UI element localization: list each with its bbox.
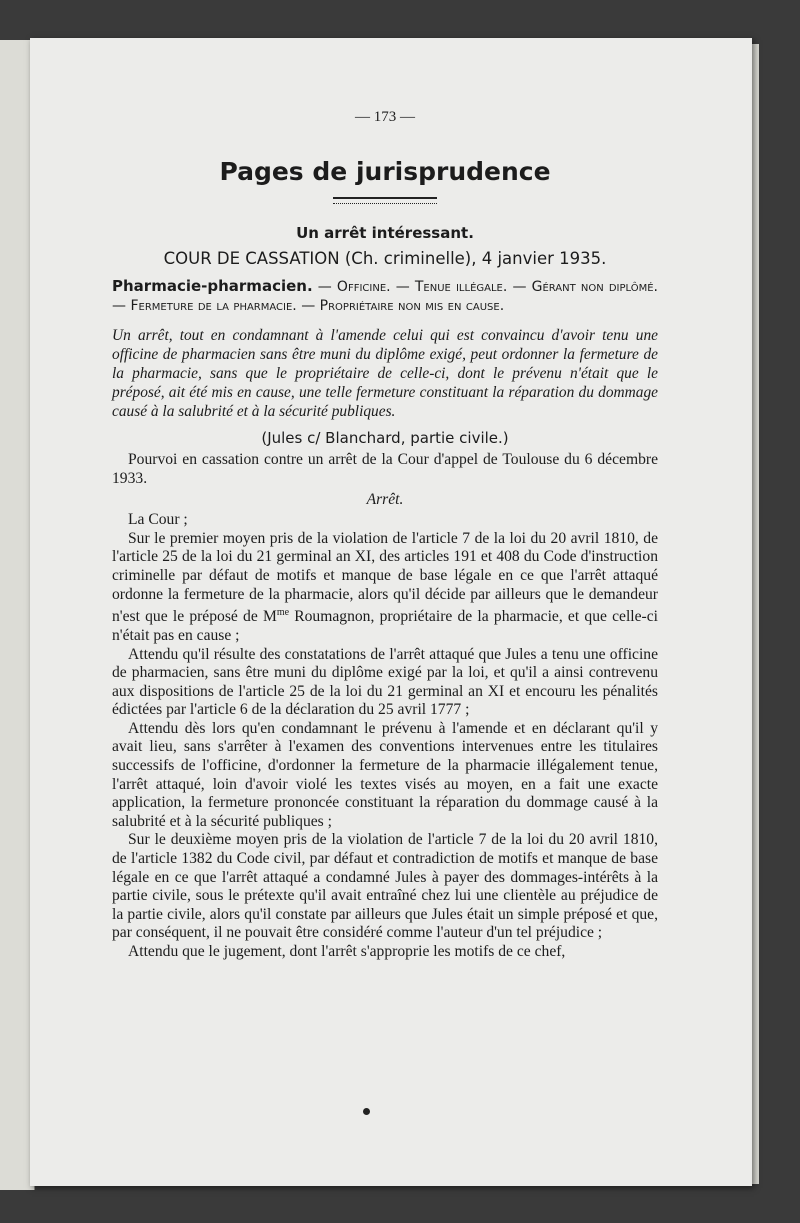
court-line: COUR DE CASSATION (Ch. criminelle), 4 janvier 1935. bbox=[163, 249, 607, 269]
footer-ornament bbox=[363, 1108, 370, 1115]
abstract-paragraph: Un arrêt, tout en condamnant à l'amende celui qui est convaincu d'avoir tenu une officine de pharmacien sans être muni du diplôme exigé, peut ordonner la fermeture de la pharmacie, sans que le propriétaire de celle-ci, dont le prévenu n'était que le préposé, ait été mis en cause, une telle fermeture constituant la réparation du dommage causé à la salubrité et à la sécurité publiques. bbox=[112, 326, 658, 420]
arret-heading: Arrêt. bbox=[366, 490, 404, 508]
summary-rest: — Officine. — Tenue illégale. — Gérant non diplômé. — Fermeture de la pharmacie. — Propriétaire non mis en cause. bbox=[112, 278, 658, 314]
page-content bbox=[112, 108, 658, 962]
parties-line: (Jules c/ Blanchard, partie civile.) bbox=[261, 428, 509, 447]
intro-paragraph: Pourvoi en cassation contre un arrêt de la Cour d'appel de Toulouse du 6 décembre 1933. bbox=[112, 451, 658, 487]
paragraph-1-end: Roumagnon, propriétaire de la pharmacie, et que celle-ci n'était pas en cause ; bbox=[112, 608, 658, 644]
paragraph-2: Attendu qu'il résulte des constatations de l'arrêt attaqué que Jules a tenu une officine de pharmacien, sans être muni du diplôme exigé par la loi, et qu'il a ainsi contrevenu aux dispositions de l'article 25 de la loi du 21 germinal an XI et encouru les pénalités édictées par l'article 6 de la déclaration du 25 avril 1777 ; bbox=[112, 645, 658, 719]
paragraph-4: Sur le deuxième moyen pris de la violation de l'article 7 de la loi du 20 avril 1810, de l'article 1382 du Code civil, par défaut et contradiction de motifs et manque de base légale en ce que l'arrêt attaqué a condamné Jules à payer des dommages-intérêts à la partie civile, sous le prétexte qu'il avait entraîné chez lui une clientèle au préjudice de la partie civile, alors qu'il constate par ailleurs que Jules était un simple préposé et que, par conséquent, il ne pouvait être considéré comme l'auteur d'un tel préjudice ; bbox=[112, 831, 658, 942]
paragraph-5: Attendu que le jugement, dont l'arrêt s'approprie les motifs de ce chef, bbox=[128, 943, 566, 960]
la-cour-line: La Cour ; bbox=[128, 511, 188, 529]
paragraph-3: Attendu dès lors qu'en condamnant le prévenu à l'amende et en déclarant qu'il y avait lieu, sans s'arrêter à l'examen des conventions intervenues entre les titulaires successifs de l'officine, d'ordonner la fermeture de la pharmacie illégalement tenue, l'arrêt attaqué, loin d'avoir violé les textes visés au moyen, en a fait une exacte application, la fermeture prononcée constituant la réparation du dommage causé à la salubrité et à la sécurité publiques ; bbox=[112, 719, 658, 830]
article-subtitle: Un arrêt intéressant. bbox=[296, 223, 474, 242]
page-title: Pages de jurisprudence bbox=[219, 156, 551, 186]
title-rule bbox=[333, 197, 437, 204]
page-number: — 173 — bbox=[355, 109, 415, 125]
summary-keywords bbox=[112, 277, 658, 316]
paragraph-1-text: Sur le premier moyen pris de la violation de l'article 7 de la loi du 20 avril 1810, de l'article 25 de la loi du 21 germinal an XI, des articles 191 et 408 du Code d'instruction criminelle par défaut de motifs et manque de base légale en ce que l'arrêt attaqué ordonne la fermeture de la pharmacie, alors qu'il décide par ailleurs que le demandeur n'est que le préposé de M bbox=[112, 529, 658, 626]
document-page bbox=[30, 38, 752, 1186]
paragraph-1 bbox=[112, 530, 658, 646]
paragraph-1-superscript: me bbox=[276, 607, 290, 619]
summary-lead: Pharmacie-pharmacien. bbox=[112, 276, 313, 295]
